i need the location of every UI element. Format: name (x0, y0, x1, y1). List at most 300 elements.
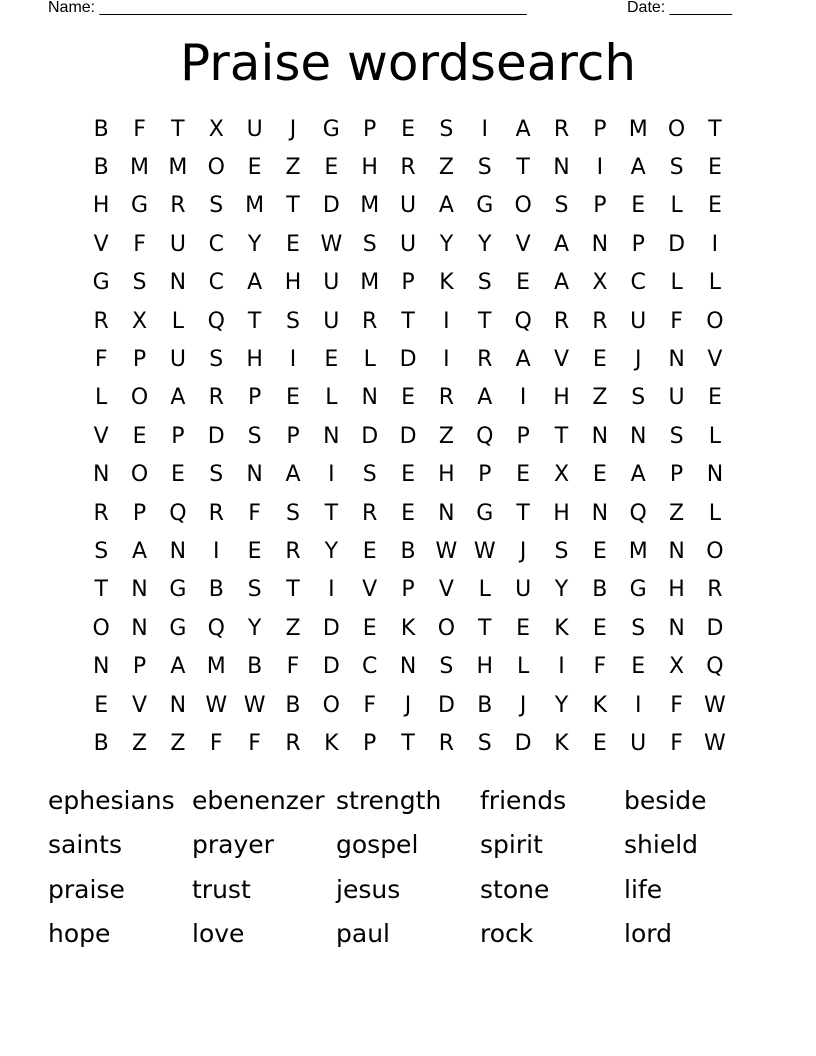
grid-letter: B (247, 654, 263, 680)
grid-letter: S (285, 500, 300, 526)
grid-letter: N (92, 654, 110, 680)
grid-row (82, 686, 734, 724)
grid-letter: K (554, 615, 569, 641)
grid-letter: O (437, 615, 456, 641)
grid-letter: P (593, 193, 607, 219)
grid-row (82, 456, 734, 494)
grid-letter: I (328, 577, 335, 603)
grid-letter: Z (669, 500, 685, 526)
grid-letter: A (630, 462, 646, 488)
grid-letter: D (207, 423, 225, 449)
word-list (48, 778, 768, 956)
grid-letter: S (439, 654, 454, 680)
word-list-item: beside (624, 785, 707, 815)
grid-letter: L (708, 423, 722, 449)
grid-letter: S (554, 193, 569, 219)
grid-letter: D (706, 615, 724, 641)
grid-letter: I (443, 347, 450, 373)
word-list-row (48, 867, 768, 912)
grid-letter: E (324, 347, 339, 373)
word-list-row (48, 912, 768, 957)
grid-letter: N (323, 423, 340, 449)
grid-letter: H (476, 654, 494, 680)
grid-letter: D (361, 423, 379, 449)
word-list-item: paul (336, 919, 390, 949)
grid-letter: O (514, 193, 532, 219)
grid-letter: H (438, 462, 455, 488)
grid-row (82, 571, 734, 609)
grid-letter: P (171, 423, 185, 449)
grid-letter: N (591, 231, 609, 257)
grid-letter: T (401, 730, 415, 756)
grid-letter: E (592, 730, 607, 756)
grid-letter: S (247, 423, 262, 449)
word-list-row (48, 778, 768, 823)
grid-letter: A (553, 270, 570, 296)
grid-letter: O (207, 155, 225, 181)
grid-row (82, 148, 734, 186)
grid-letter: T (171, 116, 185, 142)
grid-letter: J (634, 347, 642, 373)
grid-letter: P (363, 116, 377, 142)
grid-letter: E (286, 385, 300, 411)
grid-letter: E (94, 692, 109, 718)
grid-row (82, 647, 734, 685)
grid-letter: R (93, 308, 109, 334)
grid-letter: K (324, 730, 339, 756)
grid-letter: U (630, 308, 647, 334)
grid-letter: W (704, 730, 726, 756)
grid-letter: A (438, 193, 454, 219)
grid-letter: C (208, 231, 224, 257)
grid-letter: N (591, 500, 609, 526)
grid-letter: E (401, 385, 415, 411)
word-list-item: strength (336, 785, 442, 815)
grid-letter: F (286, 654, 300, 680)
grid-letter: F (248, 730, 261, 756)
grid-row (82, 264, 734, 302)
grid-letter: T (94, 577, 108, 603)
grid-letter: Z (285, 615, 301, 641)
grid-letter: N (131, 615, 148, 641)
grid-letter: I (328, 462, 335, 488)
grid-letter: Q (207, 308, 225, 334)
grid-letter: T (247, 308, 262, 334)
grid-letter: S (477, 155, 492, 181)
word-list-item: shield (624, 830, 699, 860)
grid-letter: F (209, 730, 223, 756)
grid-letter: Q (476, 423, 494, 449)
grid-letter: Y (554, 577, 569, 603)
grid-letter: E (592, 347, 607, 373)
grid-letter: A (553, 231, 570, 257)
word-list-item: spirit (480, 830, 543, 860)
grid-letter: S (247, 577, 262, 603)
grid-letter: U (630, 730, 647, 756)
header (48, 0, 748, 20)
grid-letter: M (206, 654, 226, 680)
grid-letter: E (362, 615, 377, 641)
grid-row (82, 417, 734, 455)
grid-letter: H (553, 500, 570, 526)
grid-letter: M (245, 193, 265, 219)
grid-letter: M (360, 270, 380, 296)
grid-letter: D (399, 347, 417, 373)
word-list-item: friends (480, 785, 567, 815)
grid-letter: X (669, 654, 685, 680)
grid-letter: U (169, 347, 186, 373)
grid-letter: V (553, 347, 570, 373)
grid-letter: B (400, 538, 416, 564)
grid-letter: S (362, 231, 377, 257)
grid-letter: N (438, 500, 455, 526)
grid-letter: R (592, 308, 608, 334)
grid-letter: G (169, 577, 187, 603)
grid-letter: U (668, 385, 685, 411)
grid-letter: K (554, 730, 569, 756)
grid-letter: V (707, 347, 723, 373)
grid-letter: D (322, 193, 340, 219)
grid-letter: Z (170, 730, 186, 756)
word-list-item: prayer (192, 830, 274, 860)
grid-letter: S (132, 270, 147, 296)
grid-letter: V (93, 423, 109, 449)
grid-letter: P (593, 116, 607, 142)
grid-letter: M (130, 155, 150, 181)
grid-letter: B (93, 116, 109, 142)
grid-letter: S (209, 193, 224, 219)
grid-letter: T (516, 500, 530, 526)
grid-letter: R (93, 500, 109, 526)
grid-letter: K (592, 692, 608, 718)
grid-letter: A (515, 347, 531, 373)
grid-letter: I (634, 692, 642, 718)
grid-letter: N (668, 538, 685, 564)
grid-letter: F (670, 730, 683, 756)
grid-letter: F (670, 308, 683, 334)
grid-letter: N (131, 577, 148, 603)
grid-letter: S (94, 538, 109, 564)
grid-letter: E (707, 385, 722, 411)
grid-letter: X (132, 308, 148, 334)
grid-letter: F (133, 231, 146, 257)
grid-letter: L (95, 385, 108, 411)
grid-letter: I (711, 231, 719, 257)
grid-letter: E (401, 500, 415, 526)
grid-letter: F (248, 500, 261, 526)
grid-letter: N (246, 462, 263, 488)
grid-letter: L (325, 385, 338, 411)
grid-letter: F (670, 692, 683, 718)
page-title: Praise wordsearch (179, 34, 637, 92)
grid-letter: X (208, 116, 224, 142)
grid-letter: Y (324, 538, 339, 564)
grid-letter: W (435, 538, 458, 564)
grid-letter: W (243, 692, 266, 718)
grid-letter: W (704, 692, 726, 718)
grid-letter: L (517, 654, 530, 680)
grid-letter: Q (207, 615, 225, 641)
grid-letter: B (93, 155, 109, 181)
grid-letter: P (132, 347, 147, 373)
grid-letter: S (285, 308, 300, 334)
word-list-item: gospel (336, 830, 419, 860)
grid-letter: S (631, 385, 646, 411)
grid-letter: U (323, 308, 340, 334)
word-list-item: hope (48, 919, 111, 949)
grid-letter: L (670, 270, 683, 296)
grid-letter: A (285, 462, 301, 488)
grid-letter: O (667, 116, 686, 142)
grid-letter: L (478, 577, 491, 603)
grid-letter: T (324, 500, 339, 526)
grid-letter: F (363, 692, 377, 718)
grid-letter: P (669, 462, 684, 488)
grid-letter: I (596, 155, 604, 181)
grid-letter: W (473, 538, 496, 564)
grid-letter: A (515, 116, 531, 142)
grid-letter: T (708, 116, 722, 142)
grid-letter: G (476, 500, 494, 526)
grid-letter: A (630, 155, 646, 181)
grid-letter: G (322, 116, 340, 142)
grid-letter: I (213, 538, 220, 564)
grid-letter: O (92, 615, 110, 641)
grid-letter: U (400, 231, 417, 257)
grid-letter: E (516, 462, 531, 488)
grid-letter: P (401, 270, 415, 296)
grid-letter: S (477, 730, 492, 756)
grid-letter: E (247, 538, 262, 564)
grid-letter: K (439, 270, 454, 296)
name-field-label: Name: ________________________________________________ (48, 0, 527, 16)
grid-letter: O (130, 385, 149, 411)
grid-letter: R (553, 308, 570, 334)
grid-letter: L (171, 308, 185, 334)
word-list-item: rock (480, 919, 534, 949)
grid-letter: E (286, 231, 300, 257)
grid-row (82, 110, 734, 148)
word-list-item: stone (480, 874, 550, 904)
grid-letter: P (132, 500, 147, 526)
grid-letter: S (362, 462, 377, 488)
word-list-item: life (624, 874, 663, 904)
grid-letter: O (322, 692, 340, 718)
grid-letter: H (92, 193, 110, 219)
grid-letter: E (707, 193, 722, 219)
grid-letter: G (629, 577, 647, 603)
grid-letter: M (628, 538, 648, 564)
grid-letter: Q (629, 500, 647, 526)
grid-letter: F (133, 116, 146, 142)
grid-letter: Y (439, 231, 454, 257)
grid-letter: E (516, 270, 531, 296)
grid-letter: R (208, 385, 224, 411)
grid-letter: S (477, 270, 492, 296)
grid-letter: S (631, 615, 646, 641)
grid-letter: F (593, 654, 607, 680)
grid-row (82, 609, 734, 647)
grid-letter: G (476, 193, 494, 219)
grid-letter: L (708, 500, 722, 526)
grid-letter: D (322, 615, 340, 641)
grid-letter: D (322, 654, 340, 680)
grid-letter: E (631, 193, 646, 219)
grid-letter: E (170, 462, 185, 488)
grid-letter: E (132, 423, 147, 449)
grid-letter: A (132, 538, 148, 564)
grid-letter: U (515, 577, 532, 603)
grid-letter: X (592, 270, 608, 296)
grid-letter: I (519, 385, 527, 411)
grid-letter: R (477, 347, 493, 373)
grid-letter: R (362, 308, 378, 334)
grid-letter: B (208, 577, 224, 603)
grid-letter: O (706, 538, 724, 564)
grid-letter: N (169, 538, 187, 564)
grid-letter: P (478, 462, 492, 488)
grid-letter: X (553, 462, 570, 488)
grid-letter: W (205, 692, 228, 718)
grid-letter: Y (554, 692, 569, 718)
grid-letter: I (558, 654, 565, 680)
grid-letter: N (169, 270, 187, 296)
date-field-label: Date: _______ (627, 0, 732, 16)
grid-letter: S (209, 347, 224, 373)
grid-letter: Z (592, 385, 608, 411)
grid-letter: L (363, 347, 376, 373)
grid-letter: A (170, 385, 186, 411)
grid-letter: T (286, 577, 300, 603)
grid-letter: N (706, 462, 724, 488)
grid-letter: Y (247, 615, 262, 641)
grid-letter: R (170, 193, 186, 219)
grid-letter: H (361, 155, 378, 181)
word-list-row (48, 823, 768, 868)
grid-letter: T (554, 423, 569, 449)
grid-letter: O (130, 462, 149, 488)
grid-letter: H (284, 270, 302, 296)
grid-letter: V (515, 231, 531, 257)
grid-letter: E (631, 654, 646, 680)
grid-letter: H (668, 577, 685, 603)
grid-letter: E (401, 116, 415, 142)
grid-letter: V (362, 577, 378, 603)
word-list-item: praise (48, 874, 125, 904)
grid-row (82, 532, 734, 570)
grid-letter: P (401, 577, 415, 603)
grid-letter: E (362, 538, 377, 564)
grid-letter: P (631, 231, 645, 257)
grid-letter: P (286, 423, 300, 449)
grid-letter: T (286, 193, 300, 219)
grid-letter: Y (478, 231, 492, 257)
grid-letter: G (169, 615, 187, 641)
grid-letter: E (707, 155, 722, 181)
grid-letter: G (92, 270, 110, 296)
grid-letter: T (478, 615, 492, 641)
grid-row (82, 724, 734, 762)
grid-letter: R (400, 155, 416, 181)
grid-letter: K (400, 615, 416, 641)
grid-letter: L (708, 270, 722, 296)
grid-letter: Z (438, 423, 454, 449)
grid-letter: U (169, 231, 186, 257)
grid-row (82, 302, 734, 340)
grid-letter: C (208, 270, 224, 296)
grid-letter: N (629, 423, 647, 449)
grid-letter: E (592, 462, 607, 488)
grid-letter: N (399, 654, 417, 680)
grid-letter: S (439, 116, 454, 142)
grid-letter: O (706, 308, 724, 334)
word-list-item: lord (624, 919, 672, 949)
grid-letter: A (170, 654, 186, 680)
grid-letter: E (592, 615, 607, 641)
grid-letter: T (516, 155, 530, 181)
grid-letter: R (438, 730, 455, 756)
grid-letter: T (401, 308, 415, 334)
grid-letter: P (516, 423, 530, 449)
grid-letter: E (592, 538, 607, 564)
grid-letter: A (477, 385, 493, 411)
grid-letter: N (553, 155, 570, 181)
grid-letter: S (669, 423, 684, 449)
grid-letter: N (169, 692, 187, 718)
grid-letter: G (131, 193, 149, 219)
grid-letter: Z (285, 155, 301, 181)
grid-letter: P (132, 654, 147, 680)
grid-row (82, 494, 734, 532)
grid-letter: R (707, 577, 723, 603)
grid-letter: I (443, 308, 450, 334)
word-list-item: ebenenzer (192, 785, 325, 815)
grid-letter: R (285, 538, 301, 564)
grid-letter: H (553, 385, 570, 411)
grid-letter: E (247, 155, 262, 181)
grid-letter: S (209, 462, 224, 488)
grid-letter: N (591, 423, 609, 449)
grid-letter: U (246, 116, 263, 142)
grid-letter: R (285, 730, 301, 756)
word-list-item: love (192, 919, 245, 949)
grid-letter: B (477, 692, 493, 718)
grid-letter: H (246, 347, 263, 373)
grid-letter: W (320, 231, 343, 257)
grid-letter: M (628, 116, 648, 142)
letter-grid (82, 110, 734, 762)
grid-letter: J (519, 538, 527, 564)
grid-letter: V (93, 231, 109, 257)
grid-letter: E (401, 462, 415, 488)
grid-letter: Q (706, 654, 724, 680)
grid-letter: V (132, 692, 148, 718)
grid-letter: L (670, 193, 683, 219)
grid-letter: Y (247, 231, 262, 257)
grid-letter: I (289, 347, 297, 373)
grid-letter: N (668, 347, 685, 373)
grid-letter: B (285, 692, 301, 718)
grid-letter: E (516, 615, 531, 641)
grid-letter: D (514, 730, 532, 756)
word-list-item: trust (192, 874, 251, 904)
grid-letter: A (247, 270, 263, 296)
grid-letter: J (289, 116, 297, 142)
grid-letter: D (399, 423, 417, 449)
grid-letter: D (668, 231, 686, 257)
grid-letter: M (360, 193, 380, 219)
word-list-item: saints (48, 830, 122, 860)
